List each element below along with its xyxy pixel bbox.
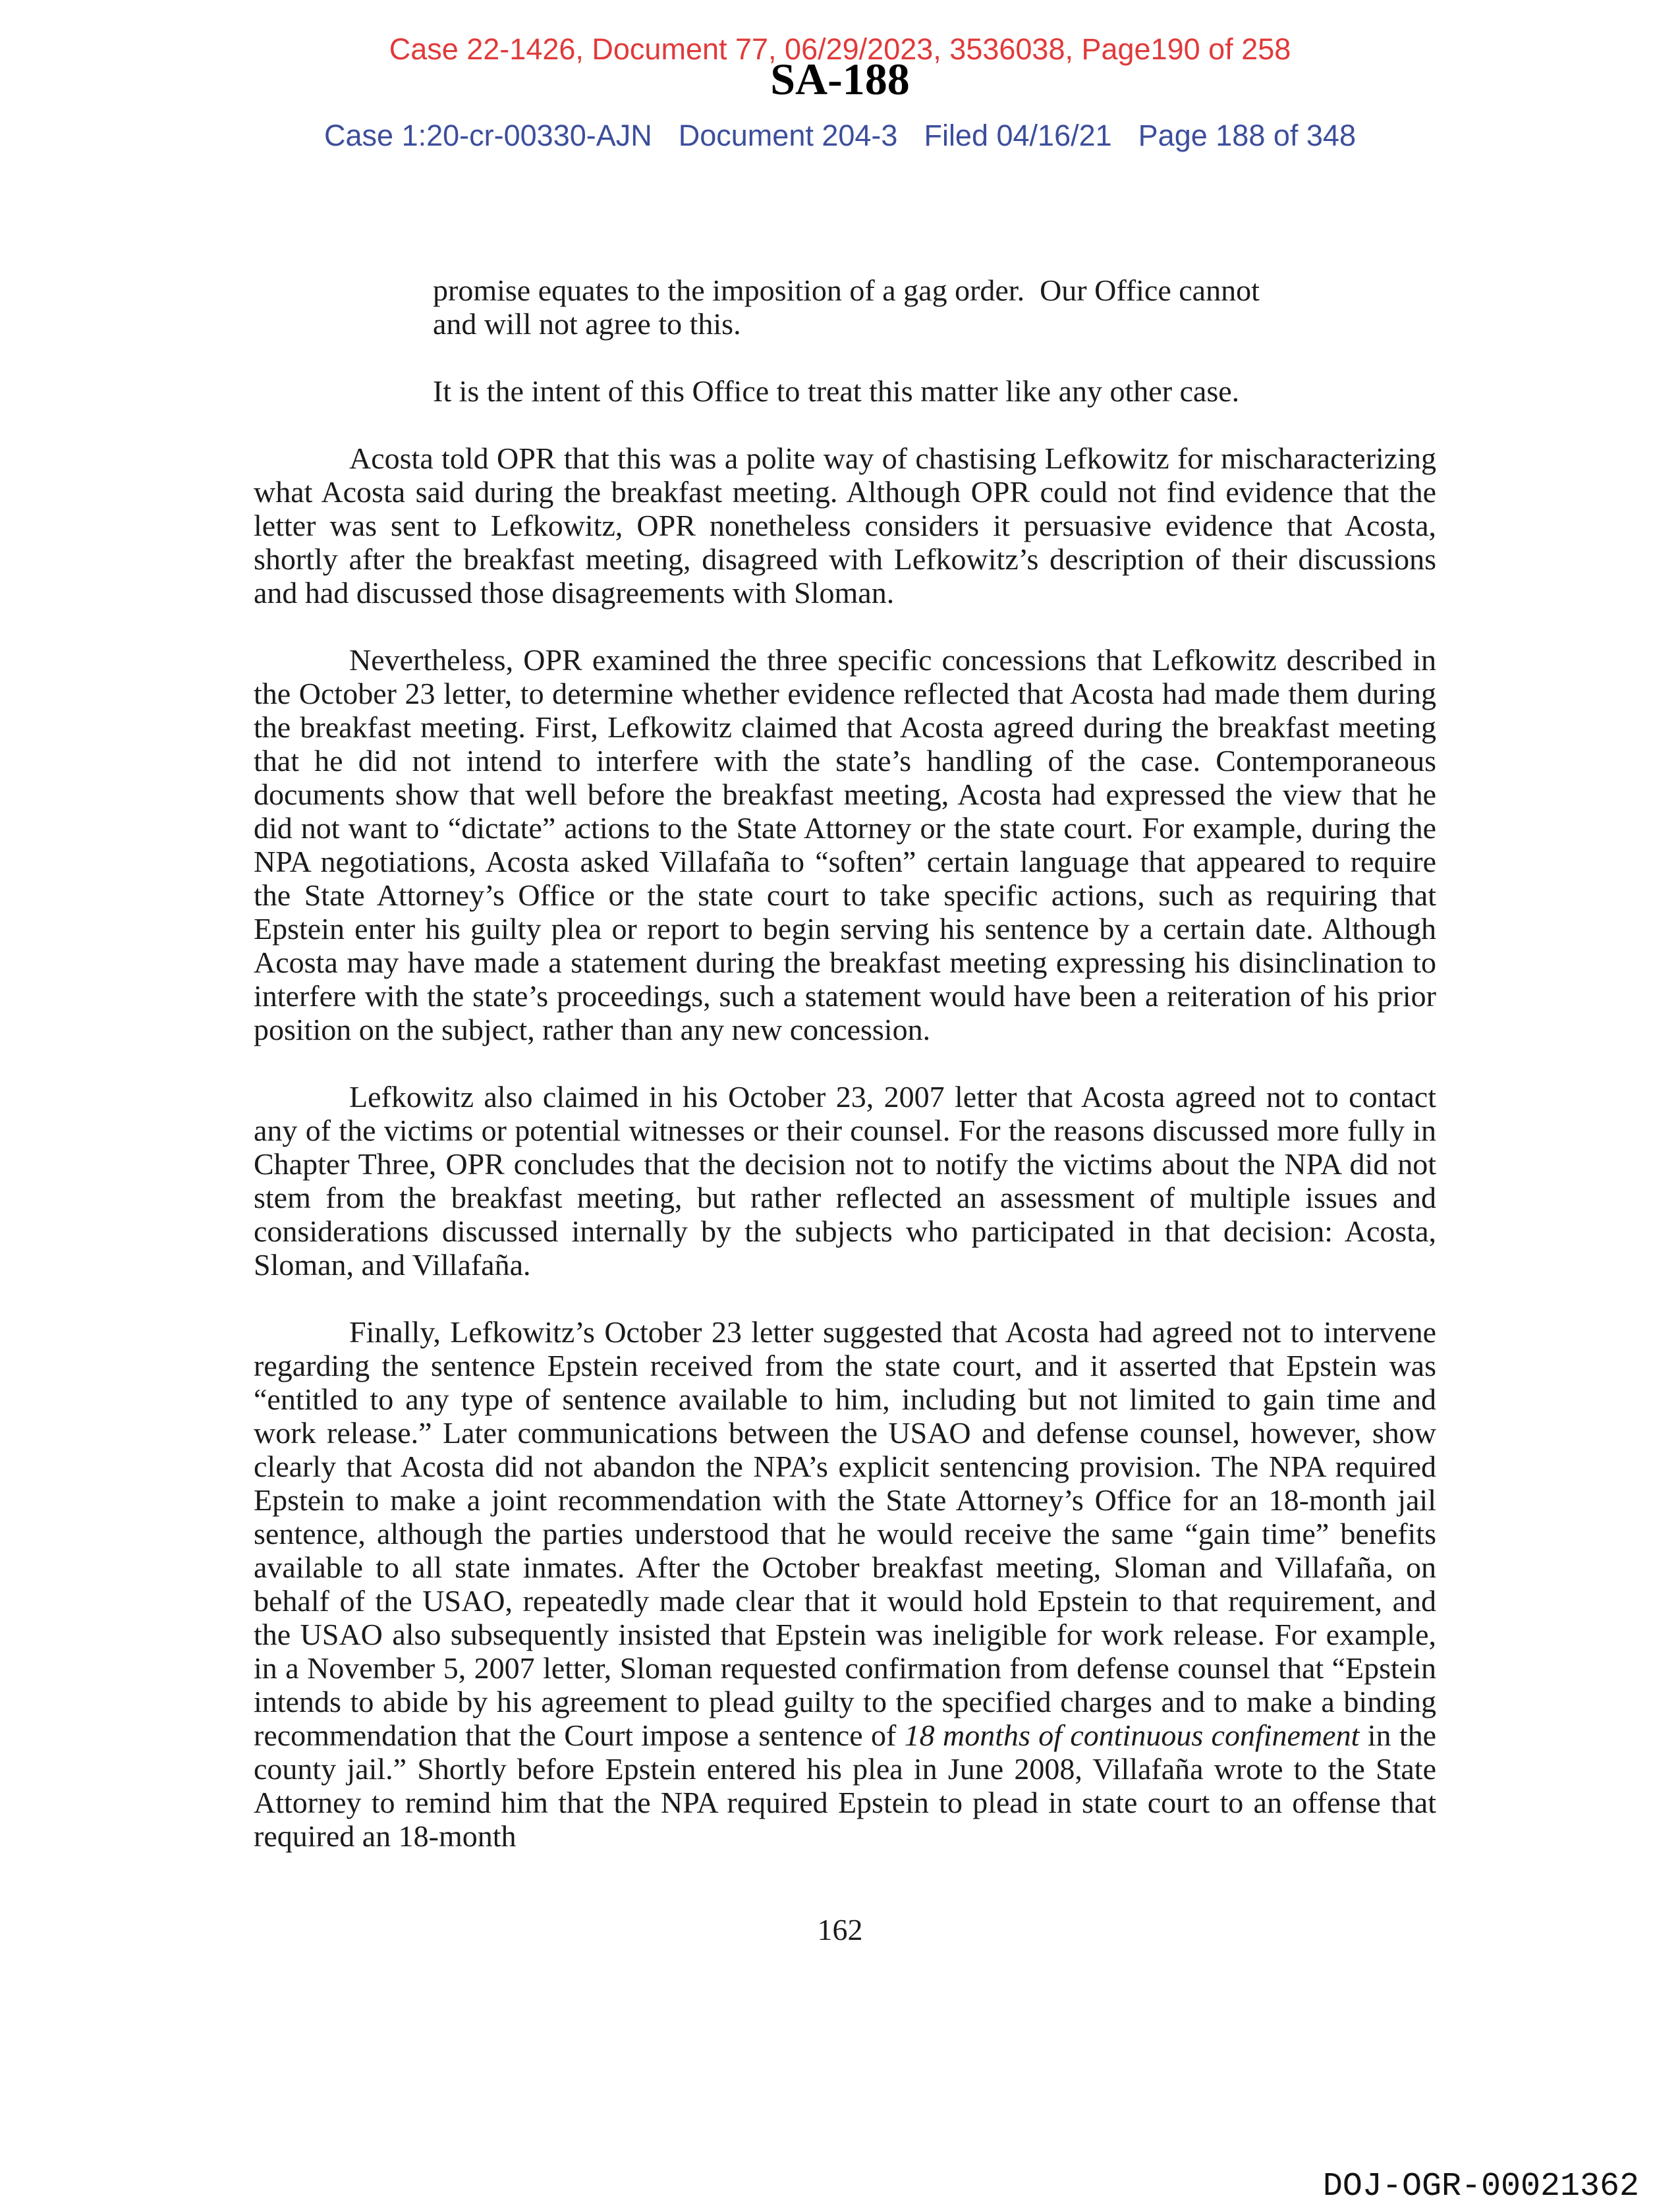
body-text [254, 273, 1436, 1853]
text-run: Nevertheless, OPR examined the three specific concessions that Lefkowitz described in the October 23 letter, to determine whether evidence reflected that Acosta had made them during the breakfast meeting. First, Lefkowitz claimed that Acosta agreed during the breakfast meeting that he did not intend to interfere with the state’s handling of the case. Contemporaneous documents show that well before the breakfast meeting, Acosta had expressed the view that he did not want to “dictate” actions to the State Attorney or the state court. For example, during the NPA negotiations, Acosta asked Villafaña to “soften” certain language that appeared to require the State Attorney’s Office or the state court to take specific actions, such as requiring that Epstein enter his guilty plea or report to begin serving his sentence by a certain date. Although Acosta may have made a statement during the breakfast meeting expressing his disinclination to interfere with the state’s proceedings, such a statement would have been a reiteration of his prior position on the subject, rather than any new concession. [254, 643, 1436, 1046]
text-run: Finally, Lefkowitz’s October 23 letter suggested that Acosta had agreed not to intervene regarding the sentence Epstein received from the state court, and it asserted that Epstein was “entitled to any type of sentence available to him, including but not limited to gain time and work release.” Later communications between the USAO and defense counsel, however, show clearly that Acosta did not abandon the NPA’s explicit sentencing provision. The NPA required Epstein to make a joint recommendation with the State Attorney’s Office for an 18-month jail sentence, although the parties understood that he would receive the same “gain time” benefits available to all state inmates. After the October breakfast meeting, Sloman and Villafaña, on behalf of the USAO, repeatedly made clear that it would hold Epstein to that requirement, and the USAO also subsequently insisted that Epstein was ineligible for work release. For example, in a November 5, 2007 letter, Sloman requested confirmation from defense counsel that “Epstein intends to abide by his agreement to plead guilty to the specified charges and to make a binding recommendation that the Court impose a sentence of [254, 1315, 1436, 1752]
appellate-case-header: Case 22-1426, Document 77, 06/29/2023, 3536038, Page190 of 258 [389, 32, 1291, 66]
page-number: 162 [817, 1913, 863, 1946]
blockquote-line: and will not agree to this. [433, 307, 741, 341]
district-case-number: Case 1:20-cr-00330-AJN [324, 119, 652, 152]
text-run: Lefkowitz also claimed in his October 23, 2007 letter that Acosta agreed not to contact any of the victims or potential witnesses or their counsel. For the reasons discussed more fully in Chapter Three, OPR concludes that the decision not to notify the victims about the NPA did not stem from the breakfast meeting, but rather reflected an assessment of multiple issues and considerations discussed internally by the subjects who participated in that decision: Acosta, Sloman, and Villafaña. [254, 1080, 1436, 1282]
district-document-number: Document 204-3 [678, 119, 898, 152]
district-case-header [0, 119, 1680, 152]
body-paragraph [254, 1315, 1436, 1853]
bates-number: DOJ-OGR-00021362 [1322, 2168, 1639, 2205]
appendix-page-label: SA-188 [770, 54, 910, 104]
blockquote-line: promise equates to the imposition of a gag order. Our Office cannot [433, 273, 1260, 307]
body-paragraph [254, 441, 1436, 610]
paragraph-list [254, 441, 1436, 1853]
text-run: in the county jail.” Shortly before Epstein entered his plea in June 2008, Villafaña wrote to the State Attorney to remind him that the NPA required Epstein to plead in state court to an offense that required an 18-month [254, 1718, 1437, 1853]
district-filed-date: Filed 04/16/21 [924, 119, 1112, 152]
italic-text-run: 18 months of continuous confinement [904, 1718, 1360, 1752]
blockquote-closing-line: It is the intent of this Office to treat this matter like any other case. [433, 374, 1240, 408]
body-paragraph [254, 1080, 1436, 1282]
body-paragraph [254, 643, 1436, 1046]
blockquote [433, 273, 1260, 341]
text-run: Acosta told OPR that this was a polite way of chastising Lefkowitz for mischaracterizing what Acosta said during the breakfast meeting. Although OPR could not find evidence that the letter was sent to Lefkowitz, OPR nonetheless considers it persuasive evidence that Acosta, shortly after the breakfast meeting, disagreed with Lefkowitz’s description of their discussions and had discussed those disagreements with Sloman. [254, 441, 1436, 610]
district-page-number: Page 188 of 348 [1138, 119, 1356, 152]
